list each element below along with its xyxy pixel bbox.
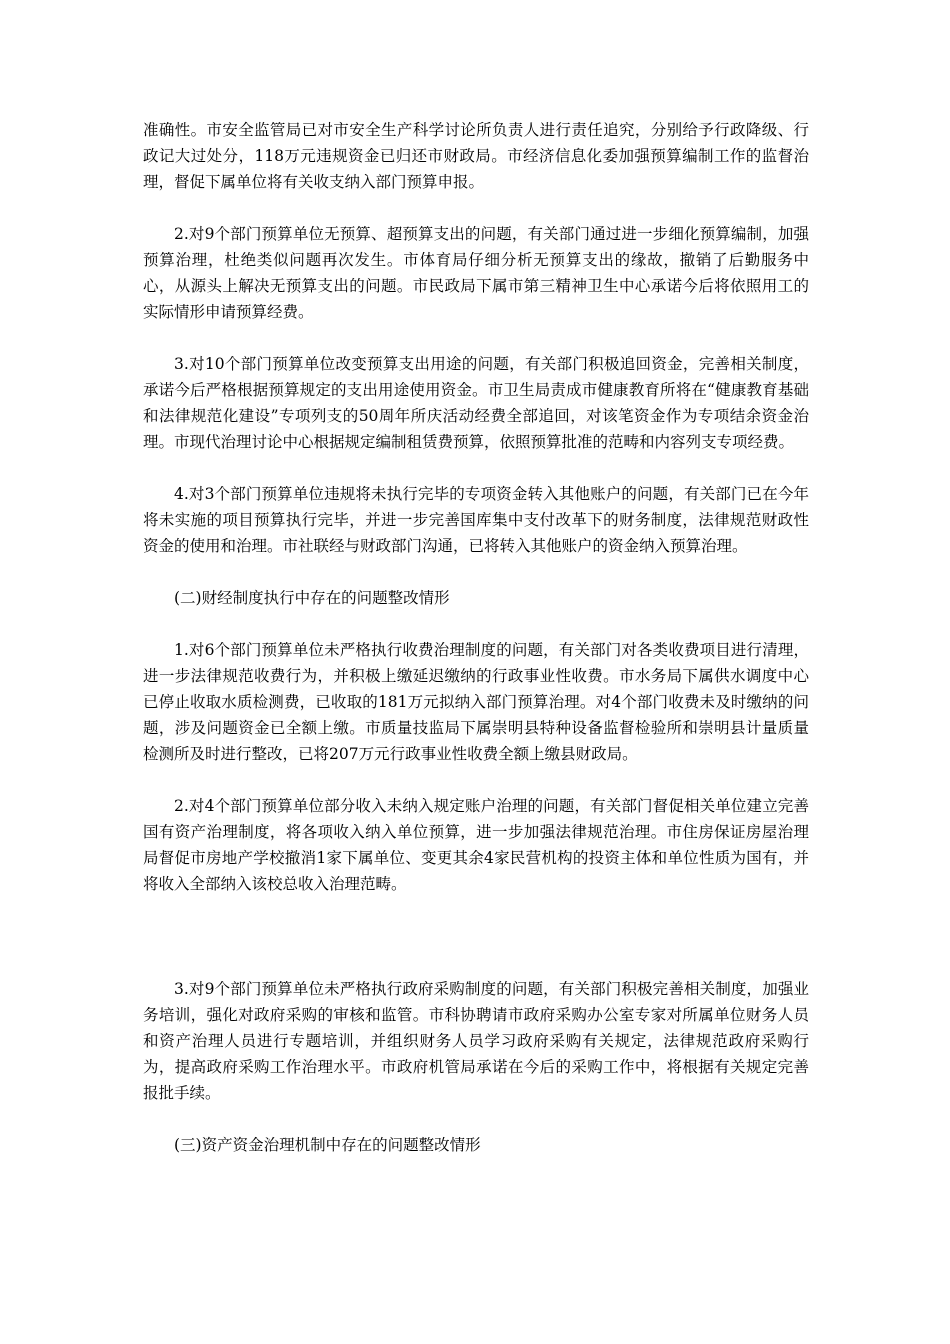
paragraph-gap	[143, 611, 809, 637]
paragraph-gap	[143, 195, 809, 221]
paragraph-gap	[143, 559, 809, 585]
paragraph-gap	[143, 455, 809, 481]
paragraph-continued-accountability: 准确性。市安全监管局已对市安全生产科学讨论所负责人进行责任追究，分别给予行政降级、行政记大过处分，118万元违规资金已归还市财政局。市经济信息化委加强预算编制工作的监督治理，督促下属单位将有关收支纳入部门预算申报。	[143, 121, 809, 191]
paragraph-gap	[143, 1106, 809, 1132]
section-heading-2: (二)财经制度执行中存在的问题整改情形	[174, 589, 450, 607]
paragraph-item-2-income-accounts: 2.对4个部门预算单位部分收入未纳入规定账户治理的问题，有关部门督促相关单位建立完善国有资产治理制度，将各项收入纳入单位预算，进一步加强法律规范治理。市住房保证房屋治理局督促市房地产学校撤消1家下属单位、变更其余4家民营机构的投资主体和单位性质为国有，并将收入全部纳入该校总收入治理范畴。	[143, 797, 809, 893]
document-page	[143, 117, 809, 1158]
paragraph-item-3-procurement: 3.对9个部门预算单位未严格执行政府采购制度的问题，有关部门积极完善相关制度，加强业务培训，强化对政府采购的审核和监管。市科协聘请市政府采购办公室专家对所属单位财务人员和资产治理人员进行专题培训，并组织财务人员学习政府采购有关规定，法律规范政府采购行为，提高政府采购工作治理水平。市政府机管局承诺在今后的采购工作中，将根据有关规定完善报批手续。	[143, 980, 809, 1102]
paragraph-item-4-special-funds: 4.对3个部门预算单位违规将未执行完毕的专项资金转入其他账户的问题，有关部门已在今年将未实施的项目预算执行完毕，并进一步完善国库集中支付改革下的财务制度，法律规范财政性资金的使用和治理。市社联经与财政部门沟通，已将转入其他账户的资金纳入预算治理。	[143, 485, 809, 555]
paragraph-gap	[143, 767, 809, 793]
paragraph-gap	[143, 325, 809, 351]
section-heading-3: (三)资产资金治理机制中存在的问题整改情形	[174, 1136, 481, 1154]
paragraph-item-1-fees: 1.对6个部门预算单位未严格执行收费治理制度的问题，有关部门对各类收费项目进行清理，进一步法律规范收费行为，并积极上缴延迟缴纳的行政事业性收费。市水务局下属供水调度中心已停止收取水质检测费，已收取的181万元拟纳入部门预算治理。对4个部门收费未及时缴纳的问题，涉及问题资金已全额上缴。市质量技监局下属崇明县特种设备监督检验所和崇明县计量质量检测所及时进行整改，已将207万元行政事业性收费全额上缴县财政局。	[143, 641, 809, 763]
paragraph-gap-large	[143, 897, 809, 976]
paragraph-item-2-no-budget: 2.对9个部门预算单位无预算、超预算支出的问题，有关部门通过进一步细化预算编制，加强预算治理，杜绝类似问题再次发生。市体育局仔细分析无预算支出的缘故，撤销了后勤服务中心，从源头上解决无预算支出的问题。市民政局下属市第三精神卫生中心承诺今后将依照用工的实际情形申请预算经费。	[143, 225, 809, 321]
paragraph-item-3-budget-use: 3.对10个部门预算单位改变预算支出用途的问题，有关部门积极追回资金，完善相关制度，承诺今后严格根据预算规定的支出用途使用资金。市卫生局责成市健康教育所将在“健康教育基础和法律规范化建设”专项列支的50周年所庆活动经费全部追回，对该笔资金作为专项结余资金治理。市现代治理讨论中心根据规定编制租赁费预算，依照预算批准的范畴和内容列支专项经费。	[143, 355, 809, 451]
